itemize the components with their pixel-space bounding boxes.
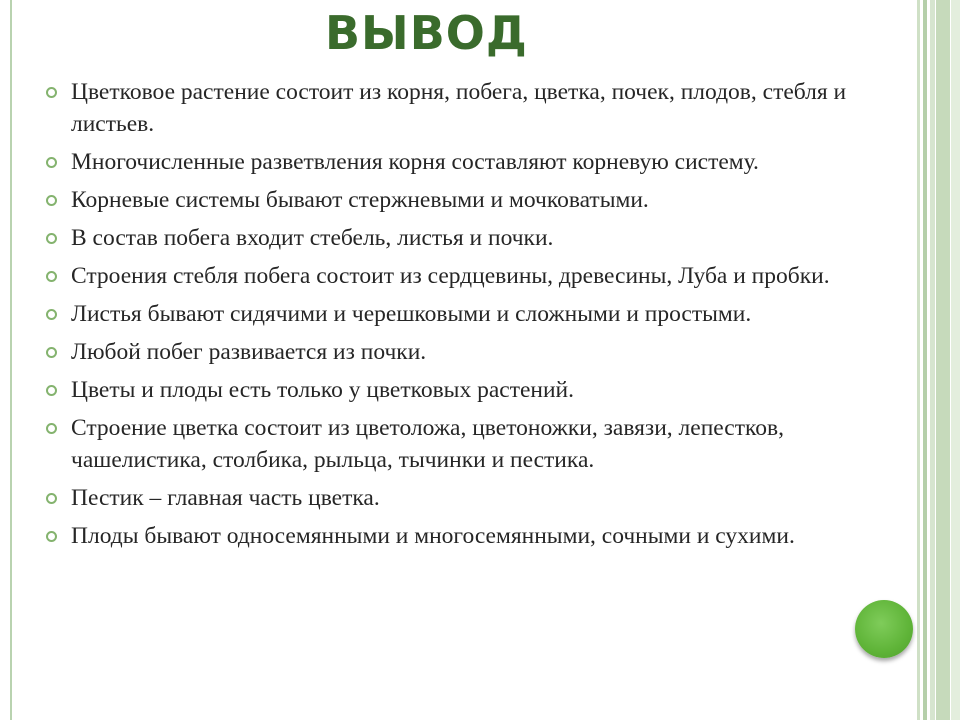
list-item-text: Корневые системы бывают стержневыми и мочковатыми. — [71, 187, 649, 213]
bullet-circle-icon — [46, 157, 57, 168]
list-item-text: Листья бывают сидячими и черешковыми и сложными и простыми. — [71, 301, 752, 327]
list-item — [46, 184, 861, 216]
bullet-circle-icon — [46, 423, 57, 434]
right-decor-stripe — [930, 0, 935, 720]
list-item-text: Цветковое растение состоит из корня, побега, цветка, почек, плодов, стебля и листьев. — [71, 79, 847, 137]
list-item — [46, 146, 861, 178]
bullet-circle-icon — [46, 87, 57, 98]
list-item — [46, 298, 861, 330]
bullet-list — [46, 76, 861, 558]
bullet-circle-icon — [46, 233, 57, 244]
list-item — [46, 412, 861, 476]
bullet-circle-icon — [46, 385, 57, 396]
left-border-line — [10, 0, 12, 720]
list-item — [46, 520, 861, 552]
list-item-text: Плоды бывают односемянными и многосемянными, сочными и сухими. — [71, 523, 795, 549]
list-item — [46, 336, 861, 368]
bullet-circle-icon — [46, 271, 57, 282]
bullet-circle-icon — [46, 531, 57, 542]
list-item-text: Строения стебля побега состоит из сердцевины, древесины, Луба и пробки. — [71, 263, 830, 289]
list-item — [46, 222, 861, 254]
list-item-text: Цветы и плоды есть только у цветковых растений. — [71, 377, 575, 403]
right-decor-stripe — [936, 0, 950, 720]
list-item — [46, 482, 861, 514]
list-item — [46, 374, 861, 406]
bullet-circle-icon — [46, 195, 57, 206]
right-decor-stripe — [917, 0, 920, 720]
list-item-text: Пестик – главная часть цветка. — [71, 485, 380, 511]
list-item-text: Любой побег развивается из почки. — [71, 339, 427, 365]
list-item-text: Многочисленные разветвления корня составляют корневую систему. — [71, 149, 759, 175]
list-item-text: В состав побега входит стебель, листья и почки. — [71, 225, 554, 251]
list-item — [46, 260, 861, 292]
bullet-circle-icon — [46, 309, 57, 320]
green-circle-decoration — [855, 600, 913, 658]
right-decor-stripe — [951, 0, 960, 720]
right-decor-stripe — [923, 0, 927, 720]
bullet-circle-icon — [46, 493, 57, 504]
list-item-text: Строение цветка состоит из цветоложа, цветоножки, завязи, лепестков, чашелистика, столбика, рыльца, тычинки и пестика. — [71, 415, 784, 473]
list-item — [46, 76, 861, 140]
slide-title: ВЫВОД — [325, 6, 528, 60]
bullet-circle-icon — [46, 347, 57, 358]
